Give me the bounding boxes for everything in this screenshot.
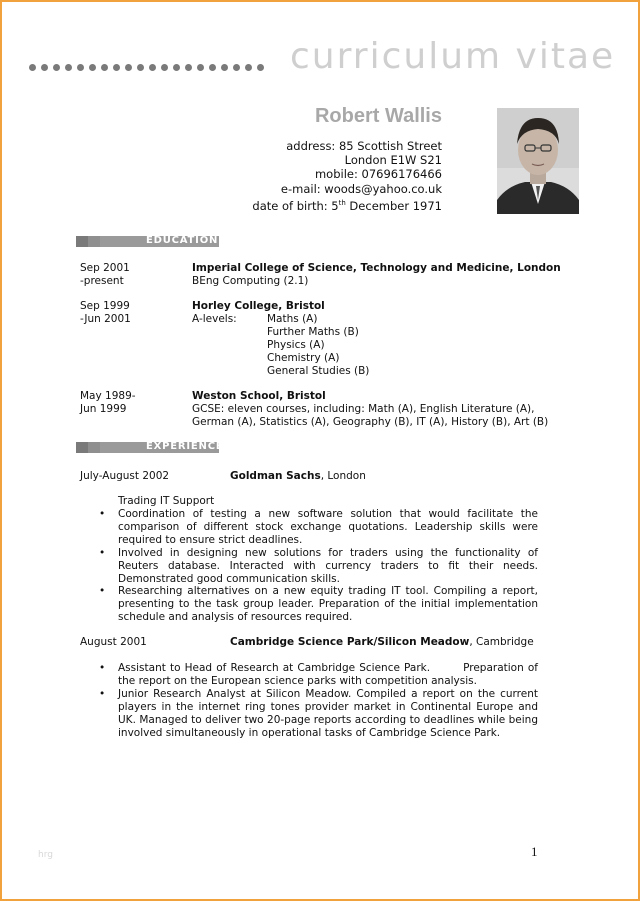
edu-2-dates: Sep 1999 -Jun 2001 — [80, 300, 131, 325]
edu-3-details: Weston School, Bristol GCSE: eleven courses, including: Math (A), English Literature (A), German (A), Statistics (A), Geography (B), IT (A), History (B), Art (B) — [192, 390, 549, 428]
profile-photo — [497, 108, 579, 214]
education-section-bar — [76, 236, 219, 247]
mobile-line: mobile: 07696176466 — [314, 167, 442, 182]
edu-1-school: Imperial College of Science, Technology and Medicine, London — [192, 262, 561, 274]
exp-1-role: Trading IT Support — [118, 495, 215, 507]
edu-1-details — [192, 262, 561, 288]
edu-2-subjects: Maths (A) Further Maths (B) Physics (A) Chemistry (A) General Studies (B) — [267, 313, 370, 377]
edu-2-label: A-levels: — [192, 312, 237, 325]
exp-2-date: August 2001 — [80, 636, 147, 648]
email-line: e-mail: woods@yahoo.co.uk — [280, 181, 442, 196]
exp-1-bullets — [99, 508, 538, 624]
experience-section-bar — [76, 441, 224, 453]
exp-2-bullets — [99, 662, 542, 739]
list-item: • Researching alternatives on a new equity trading IT tool. Compiling a report, presenting to the task group leader. Preparation of the initial implementation schedule and analysis of resources required. — [99, 585, 538, 624]
experience-heading: EXPERIENCE — [146, 441, 224, 452]
list-item: • Assistant to Head of Research at Cambridge Science Park. Preparation of the report on the European science parks with competition analysis. — [99, 662, 542, 687]
dob-line: date of birth: 5th December 1971 — [252, 198, 442, 213]
exp-1-date: July-August 2002 — [80, 470, 170, 482]
document-title: curriculum vitae — [290, 36, 616, 77]
exp-1-employer: Goldman Sachs, London — [230, 470, 366, 482]
edu-3-dates: May 1989- Jun 1999 — [80, 390, 136, 415]
address-line-1: address: 85 Scottish Street — [286, 139, 442, 153]
decorative-dots — [29, 64, 264, 71]
watermark: hrg — [38, 850, 53, 860]
contact-block — [252, 139, 442, 213]
list-item: • Involved in designing new solutions for traders using the functionality of Reuters database. Interacted with currency traders to fit their needs. Demonstrated good communication skills. — [99, 546, 538, 585]
page-number: 1 — [531, 844, 538, 859]
education-heading: EDUCATION — [146, 235, 219, 246]
edu-2-school: Horley College, Bristol — [192, 300, 325, 312]
candidate-name: Robert Wallis — [314, 105, 442, 127]
edu-1-degree: BEng Computing (2.1) — [192, 274, 309, 287]
edu-3-school: Weston School, Bristol — [192, 390, 326, 402]
list-item: • Junior Research Analyst at Silicon Meadow. Compiled a report on the current players in the internet ring tones provider market in Continental Europe and UK. Managed to deliver two 20-page reports according to deadlines while being involved simultaneously in operational tasks of Cambridge Science Park. — [99, 687, 538, 739]
address-line-2: London E1W S21 — [344, 153, 442, 168]
edu-1-dates: Sep 2001 -present — [80, 262, 130, 287]
list-item: • Coordination of testing a new software solution that would facilitate the comparison of different stock exchange quotations. Leadership skills were required to ensure strict deadlines. — [99, 508, 538, 546]
exp-2-employer: Cambridge Science Park/Silicon Meadow, Cambridge — [230, 636, 534, 648]
